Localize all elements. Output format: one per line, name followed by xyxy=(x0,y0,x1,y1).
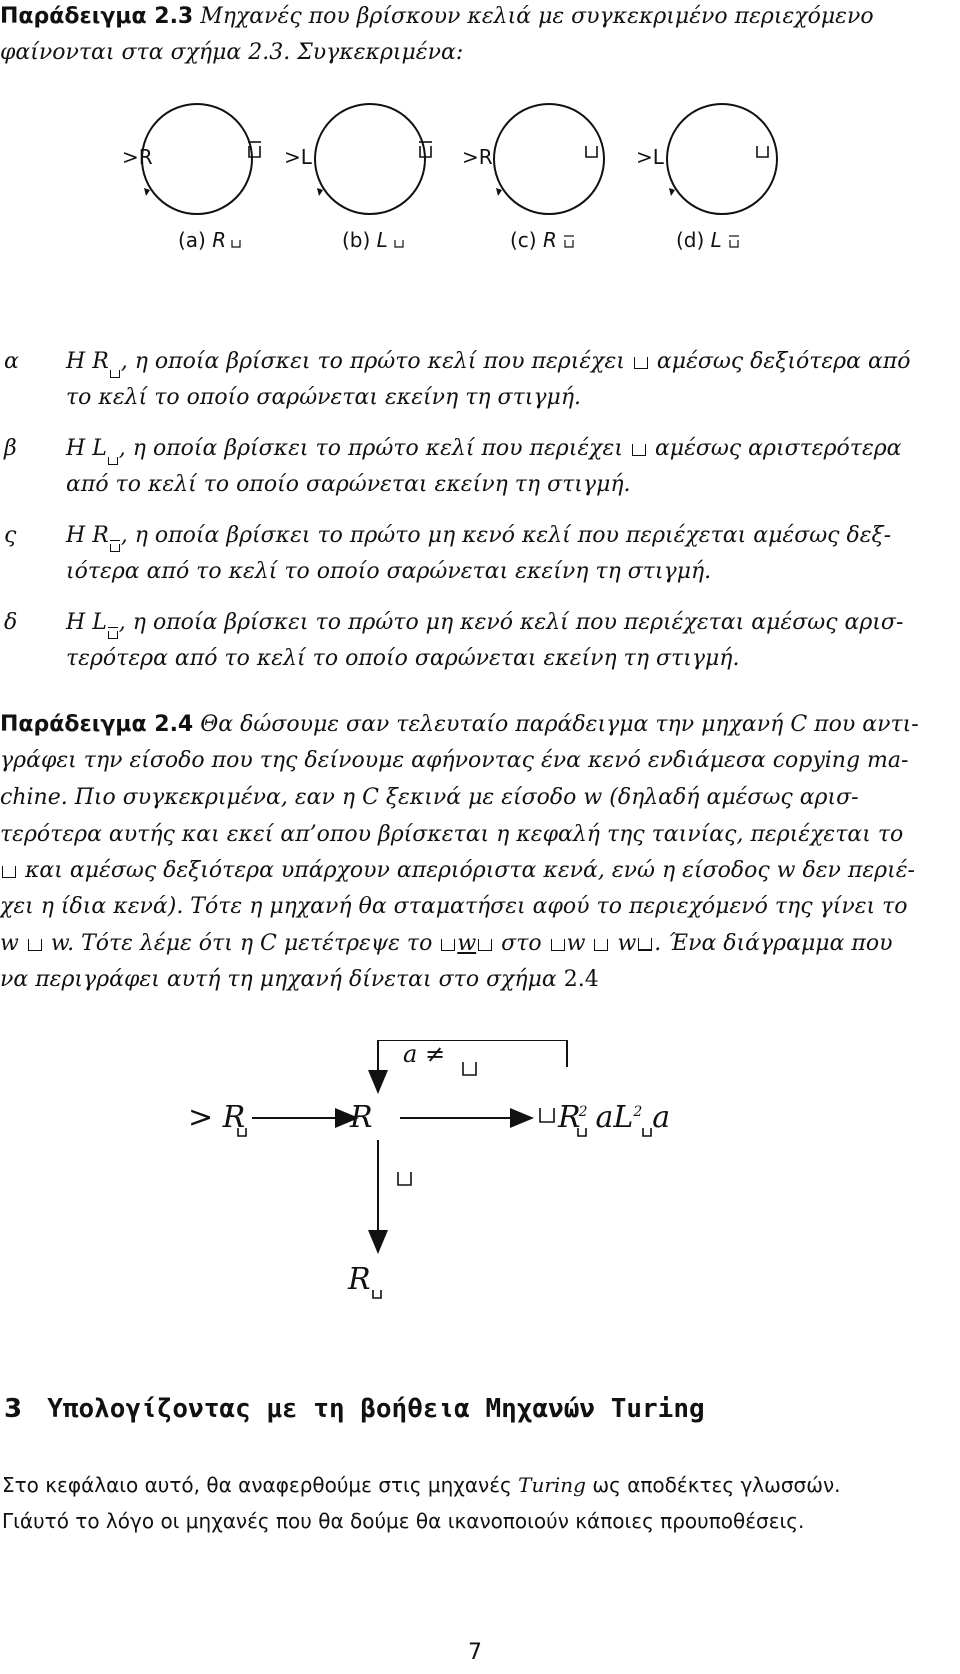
var-w: w xyxy=(457,931,477,956)
var-w: w xyxy=(776,858,796,883)
item-c-line2: ιότερα από το κελί το οποίο σαρώνεται εκείνη τη στιγμή. xyxy=(66,559,712,584)
section-paragraph-line2: Γιάυτό το λόγο οι μηχανές που θα δούμε θα ικανοποιούν κάποιες προυποθέσεις. xyxy=(2,1509,805,1533)
example-2-4-line2: γράφει την είσοδο που της δείνουμε αφήνοντας ένα κενό ενδιάμεσα copying ma- xyxy=(0,748,909,773)
item-a-name: R xyxy=(92,349,109,374)
blank-symbol-icon xyxy=(2,866,16,878)
caption-a xyxy=(178,228,226,252)
item-a-text: , η οποία βρίσκει το πρώτο κελί που περιέχει xyxy=(120,349,625,374)
figure-2-4 xyxy=(0,1040,960,1320)
machine-c-start: >R xyxy=(462,145,493,169)
item-b-name: L xyxy=(92,436,107,461)
blank-symbol-icon xyxy=(634,357,648,369)
example-2-4-line1 xyxy=(0,712,919,738)
var-w: w xyxy=(617,931,637,956)
underlined-blank-w-blank xyxy=(439,931,494,956)
caption-b-letter: (b) xyxy=(342,228,371,252)
caption-a-letter: (a) xyxy=(178,228,206,252)
section-heading xyxy=(4,1394,705,1424)
turing-word: Turing xyxy=(518,1473,586,1497)
right-node-exp2: 2 xyxy=(633,1104,643,1120)
caption-c-name: R xyxy=(542,228,557,252)
right-node-al: aL xyxy=(595,1100,634,1135)
item-d-name: L xyxy=(92,610,107,635)
page-number: 7 xyxy=(468,1640,482,1665)
example-2-4-line4: τερότερα αυτής και εκεί απ’οπου βρίσκεται η κεφαλή της ταινίας, περιέχεται το xyxy=(0,822,904,847)
item-b-h: Η xyxy=(66,436,86,461)
section-title: Υπολογίζοντας με τη βοήθεια Μηχανών Turing xyxy=(47,1394,705,1424)
item-c-name: R xyxy=(92,523,109,548)
caption-d xyxy=(676,228,722,252)
edge-label-a-neq-blank: a ≠ xyxy=(403,1040,446,1068)
right-node-a2: a xyxy=(652,1100,671,1135)
caption-a-name: R xyxy=(212,228,227,252)
example-2-4-l7a: . Τότε λέμε ότι η xyxy=(67,931,254,956)
example-label: Παράδειγμα 2.3 xyxy=(0,4,194,29)
right-node-r: R xyxy=(558,1100,581,1135)
item-a-line1 xyxy=(66,349,911,383)
section-p1b: ως αποδέκτες γλωσσών. xyxy=(592,1473,841,1497)
figure-2-3 xyxy=(0,80,960,280)
item-d-line1 xyxy=(66,610,903,644)
blank-symbol-icon xyxy=(28,939,42,951)
example-2-4-l5b: δεν περιέ- xyxy=(802,858,915,883)
example-2-4-l5a: και αμέσως δεξιότερα υπάρχουν απεριόριστα κενά, ενώ η είσοδος xyxy=(25,858,770,883)
var-c: C xyxy=(790,712,808,737)
example-2-4-l1a: Θα δώσουμε σαν τελευταίο παράδειγμα την μηχανή xyxy=(200,712,784,737)
item-b-line2: από το κελί το οποίο σαρώνεται εκείνη τη στιγμή. xyxy=(66,472,631,497)
caption-b-name: L xyxy=(376,228,388,252)
example-2-4-l7d: . Ένα διάγραμμα που xyxy=(654,931,893,956)
machine-a-start: >R xyxy=(122,145,153,169)
item-c-h: Η xyxy=(66,523,86,548)
example-2-4-label: Παράδειγμα 2.4 xyxy=(0,712,194,737)
example-2-4-l3d: (δηλαδή αμέσως αρισ- xyxy=(609,785,859,810)
example-2-4-l1b: που αντι- xyxy=(814,712,919,737)
example-2-4-line7 xyxy=(0,931,893,957)
item-a-h: Η xyxy=(66,349,86,374)
machine-d-start: >L xyxy=(636,145,664,169)
item-b-line1 xyxy=(66,436,902,470)
item-d-line2: τερότερα από το κελί το οποίο σαρώνεται εκείνη τη στιγμή. xyxy=(66,646,740,671)
item-d-text: , η οποία βρίσκει το πρώτο μη κενό κελί που περιέχεται αμέσως αρισ- xyxy=(118,610,904,635)
caption-d-letter: (d) xyxy=(676,228,705,252)
item-a-line2: το κελί το οποίο σαρώνεται εκείνη τη στιγμή. xyxy=(66,385,581,410)
figure-ref: 2.4 xyxy=(563,967,599,992)
example-2-4-l3a: chine. xyxy=(0,785,68,810)
var-w: w xyxy=(0,931,19,956)
example-2-3-line2: φαίνονται στα σχήμα 2.3. Συγκεκριμένα: xyxy=(0,40,464,65)
right-node-exp1: 2 xyxy=(578,1104,588,1120)
machine-b-start: >L xyxy=(284,145,312,169)
caption-c-letter: (c) xyxy=(510,228,537,252)
item-c-line1 xyxy=(66,523,891,557)
right-node xyxy=(558,1100,670,1135)
example-2-4-l7b: μετέτρεψε το xyxy=(283,931,433,956)
example-2-4-line8 xyxy=(0,967,599,993)
example-2-4-line5 xyxy=(0,858,915,884)
example-2-4-l7c: στο xyxy=(501,931,542,956)
item-b-label: β xyxy=(4,436,17,461)
caption-d-name: L xyxy=(710,228,722,252)
var-c: C xyxy=(260,931,277,956)
item-b-text: , η οποία βρίσκει το πρώτο κελί που περιέχει xyxy=(118,436,623,461)
example-2-4-line3 xyxy=(0,785,859,811)
center-node: R xyxy=(350,1100,373,1135)
var-w: w xyxy=(583,785,603,810)
item-c-label: ς xyxy=(4,523,17,548)
example-2-4-l3b: Πιο συγκεκριμένα, εαν η xyxy=(74,785,356,810)
item-d-label: δ xyxy=(4,610,18,635)
item-a-label: α xyxy=(4,349,19,374)
example-text: Μηχανές που βρίσκουν κελιά με συγκεκριμένο περιεχόμενο xyxy=(200,4,874,29)
blank-symbol-icon xyxy=(632,444,646,456)
item-d-h: Η xyxy=(66,610,86,635)
section-number: 3 xyxy=(4,1394,23,1424)
example-2-4-l3c: ξεκινά με είσοδο xyxy=(385,785,577,810)
bottom-node: R xyxy=(348,1262,371,1297)
example-2-3-line1 xyxy=(0,4,874,30)
caption-c xyxy=(510,228,557,252)
example-2-4-l8a: να περιγράφει αυτή τη μηχανή δίνεται στο σχήμα xyxy=(0,967,557,992)
item-b-text-end: αμέσως αριστερότερα xyxy=(654,436,902,461)
var-c: C xyxy=(362,785,379,810)
start-node: > R xyxy=(188,1100,246,1135)
caption-b xyxy=(342,228,388,252)
example-2-4-line6: χει η ίδια κενά). Τότε η μηχανή θα σταματήσει αφού το περιεχόμενό της γίνει το xyxy=(0,894,908,919)
item-a-text-end: αμέσως δεξιότερα από xyxy=(656,349,911,374)
var-w: w xyxy=(50,931,68,956)
section-paragraph-line1 xyxy=(2,1472,841,1498)
section-p1a: Στο κεφάλαιο αυτό, θα αναφερθούμε στις μηχανές xyxy=(2,1473,512,1497)
var-w: w xyxy=(566,931,586,956)
item-c-text: , η οποία βρίσκει το πρώτο μη κενό κελί που περιέχεται αμέσως δεξ- xyxy=(120,523,892,548)
